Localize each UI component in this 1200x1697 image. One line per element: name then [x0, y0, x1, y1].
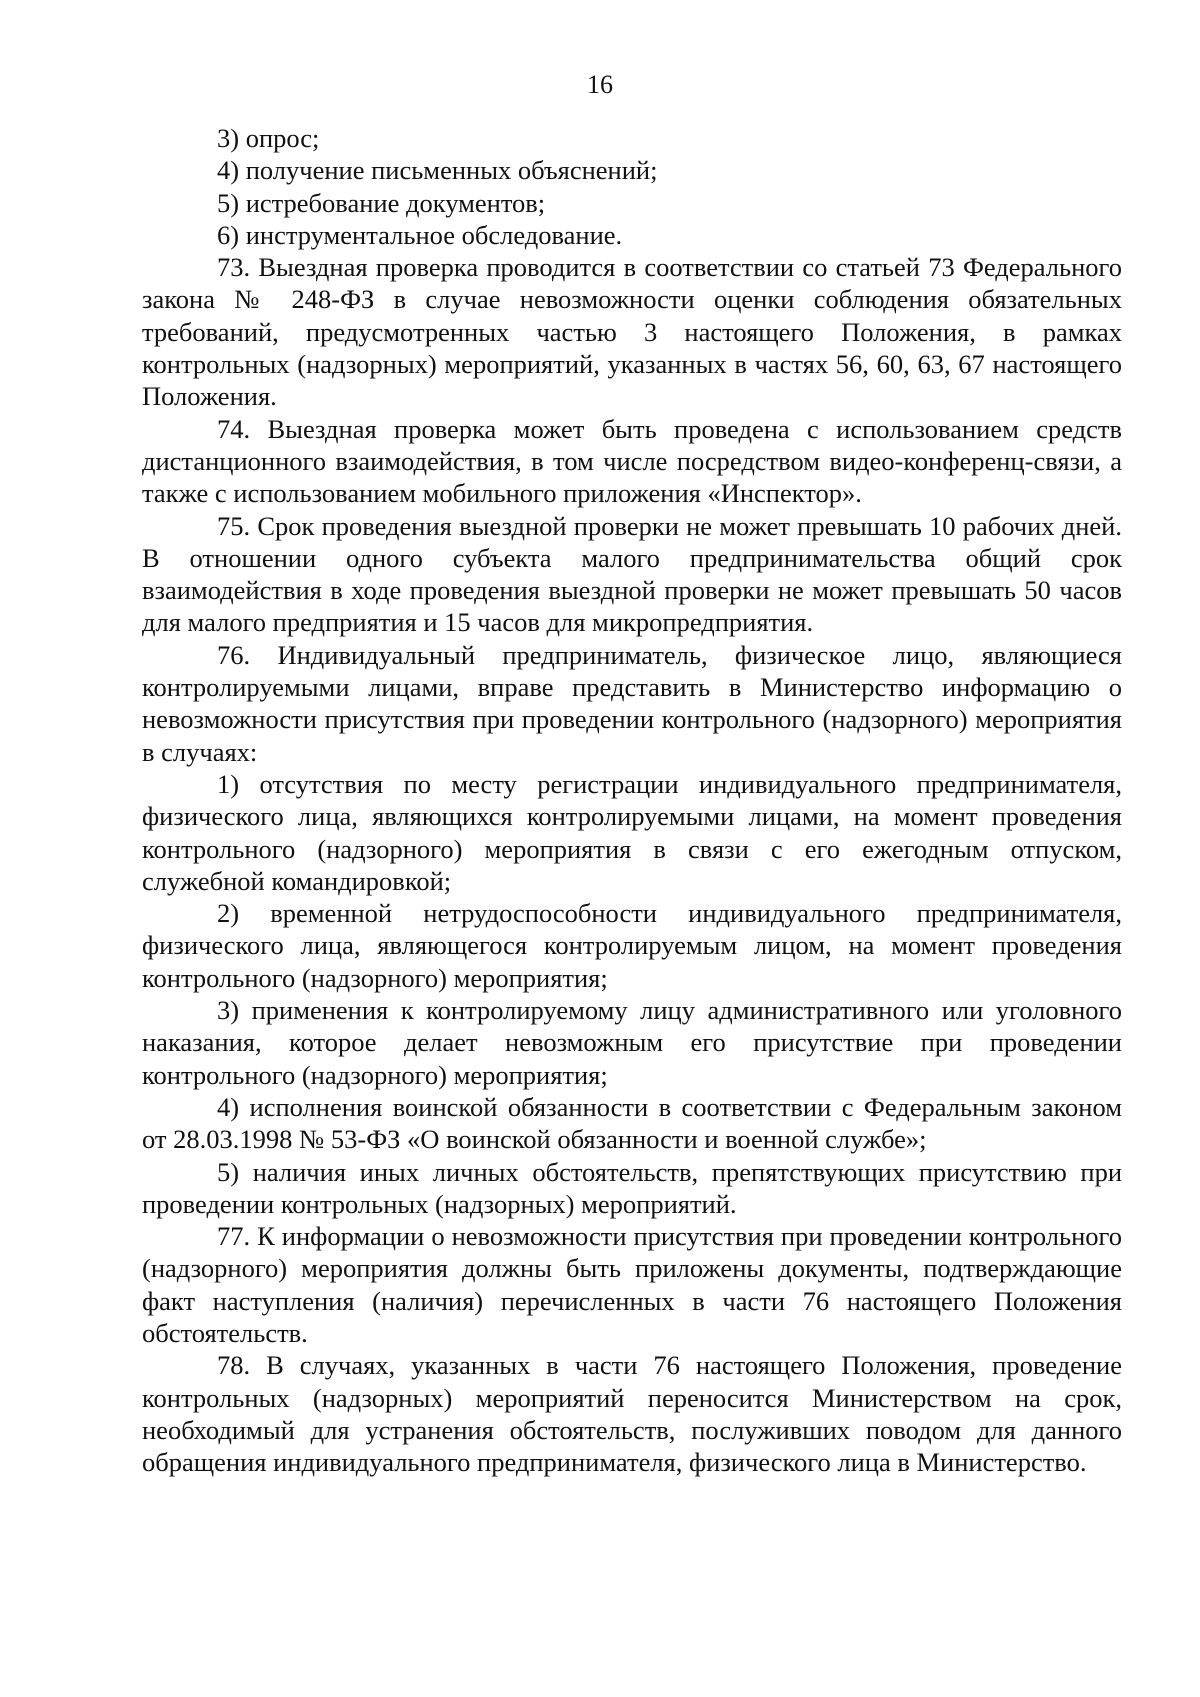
paragraph-76-item-3: 3) применения к контролируемому лицу административного или уголовного наказания, которое делает невозможным его присутствие при проведении контрольного (надзорного) мероприятия;	[142, 995, 1122, 1090]
paragraph-76-item-4: 4) исполнения воинской обязанности в соответствии с Федеральным законом от 28.03.1998 № 53-ФЗ «О воинской обязанности и военной службе»;	[142, 1091, 1122, 1155]
paragraph-75: 75. Срок проведения выездной проверки не может превышать 10 рабочих дней. В отношении одного субъекта малого предпринимательства общий срок взаимодействия в ходе проведения выездной проверки не может превышать 50 часов для малого предприятия и 15 часов для микропредприятия.	[142, 510, 1122, 638]
paragraph-76: 76. Индивидуальный предприниматель, физическое лицо, являющиеся контролируемыми лицами, вправе представить в Министерство информацию о невозможности присутствия при проведении контрольного (надзорного) мероприятия в случаях:	[142, 639, 1122, 767]
paragraph-76-item-2: 2) временной нетрудоспособности индивидуального предпринимателя, физического лица, являющегося контролируемым лицом, на момент проведения контрольного (надзорного) мероприятия;	[142, 898, 1122, 993]
paragraph-76-item-5: 5) наличия иных личных обстоятельств, препятствующих присутствию при проведении контрольных (надзорных) мероприятий.	[142, 1156, 1122, 1219]
document-body	[142, 122, 1122, 1478]
list-item-5-document-request: 5) истребование документов;	[217, 187, 546, 218]
page-number: 16	[587, 70, 613, 99]
list-item-4-written-explanations: 4) получение письменных объяснений;	[217, 155, 658, 186]
paragraph-77: 77. К информации о невозможности присутствия при проведении контрольного (надзорного) мероприятия должны быть приложены документы, подтверждающие факт наступления (наличия) перечисленных в части 76 настоящего Положения обстоятельств.	[142, 1221, 1122, 1348]
paragraph-76-item-1: 1) отсутствия по месту регистрации индивидуального предпринимателя, физического лица, являющихся контролируемыми лицами, на момент проведения контрольного (надзорного) мероприятия в связи с его ежегодным отпуском, служебной командировкой;	[142, 768, 1122, 896]
list-item-6-instrumental-inspection: 6) инструментальное обследование.	[217, 219, 623, 250]
paragraph-78: 78. В случаях, указанных в части 76 настоящего Положения, проведение контрольных (надзорных) мероприятий переносится Министерством на срок, необходимый для устранения обстоятельств, послуживших поводом для данного обращения индивидуального предпринимателя, физического лица в Министерство.	[142, 1350, 1122, 1478]
list-item-3-survey: 3) опрос;	[217, 123, 320, 153]
paragraph-74: 74. Выездная проверка может быть проведена с использованием средств дистанционного взаимодействия, в том числе посредством видео-конференц-связи, а также с использованием мобильного приложения «Инспектор».	[142, 413, 1122, 509]
paragraph-73: 73. Выездная проверка проводится в соответствии со статьей 73 Федерального закона № 248-ФЗ в случае невозможности оценки соблюдения обязательных требований, предусмотренных частью 3 настоящего Положения, в рамках контрольных (надзорных) мероприятий, указанных в частях 56, 60, 63, 67 настоящего Положения.	[142, 252, 1122, 412]
